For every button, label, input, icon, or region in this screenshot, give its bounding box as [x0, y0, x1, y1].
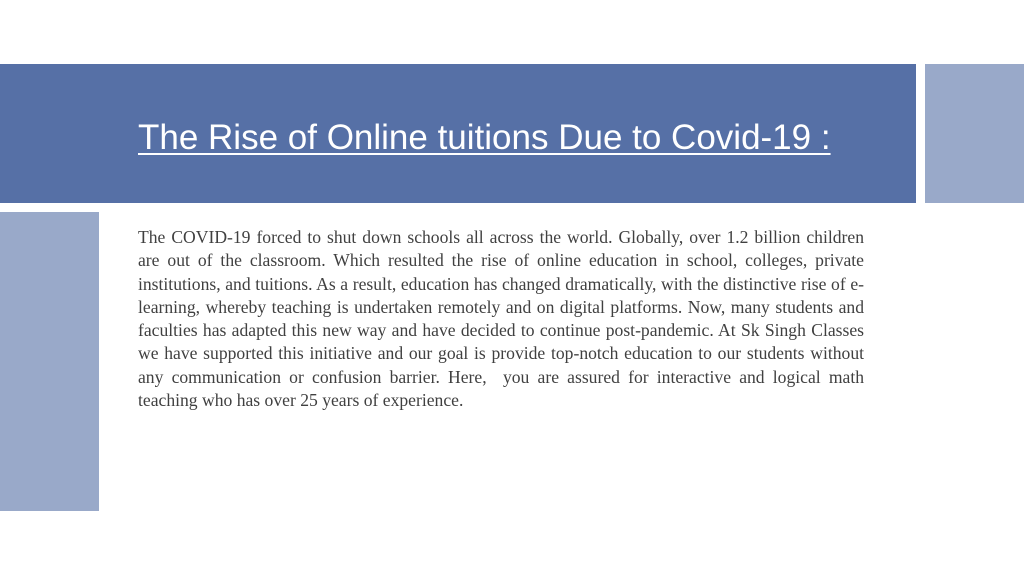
body-paragraph: The COVID-19 forced to shut down schools all across the world. Globally, over 1.2 billion children are out of the classroom. Which resulted the rise of online education in school, colleges, private institutions, and tuitions. As a result, education has changed dramatically, with the distinctive rise of e-learning, whereby teaching is undertaken remotely and on digital platforms. Now, many students and faculties has adapted this new way and have decided to continue post-pandemic. At Sk Singh Classes we have supported this initiative and our goal is provide top-notch education to our students without any communication or confusion barrier. Here, you are assured for interactive and logical math teaching who has over 25 years of experience. [138, 227, 869, 411]
right-accent-block [925, 64, 1024, 203]
slide-title: The Rise of Online tuitions Due to Covid-19 : [138, 118, 831, 157]
left-accent-block [0, 212, 99, 511]
